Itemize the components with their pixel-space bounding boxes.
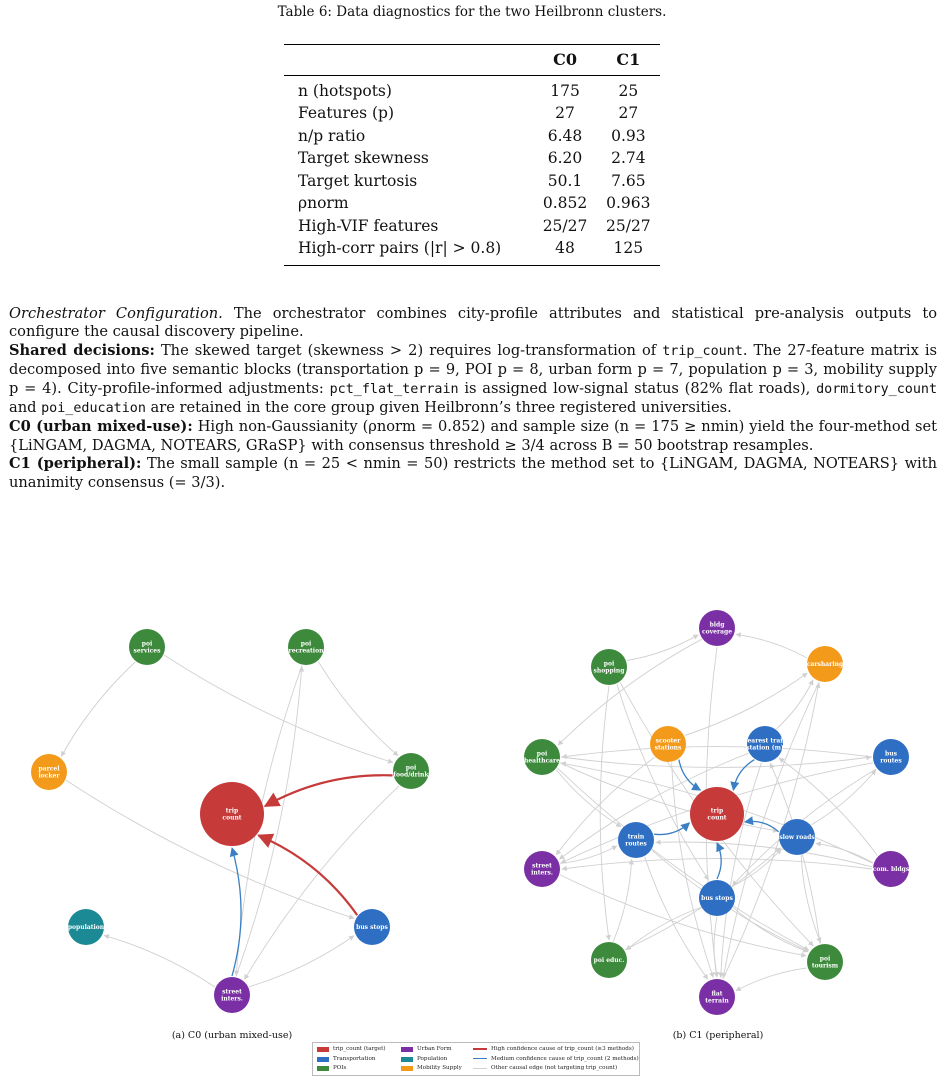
subcaption-c0: (a) C0 (urban mixed-use) — [171, 1030, 293, 1041]
row-label: Features (p) — [298, 104, 395, 122]
edge-carsharing-to-bldg_coverage — [736, 634, 807, 658]
node-label: parcel — [38, 765, 60, 773]
node-label: train — [627, 833, 645, 841]
legend-label: Urban Form — [417, 1046, 452, 1052]
row-label: ρnorm — [298, 194, 349, 212]
edge-poi_services-to-parcel_locker — [61, 662, 135, 756]
node-label: recreation — [288, 647, 324, 655]
node-carsharing — [807, 646, 844, 682]
row-label: n/p ratio — [298, 126, 366, 145]
edge-street_inters-to-bus_stops — [249, 936, 354, 987]
cell-c0: 25/27 — [542, 216, 588, 235]
node-label: poi — [603, 660, 615, 668]
edge-bus_stops-to-trip_count — [259, 835, 358, 915]
row-label: High-VIF features — [298, 216, 439, 235]
legend-item-population — [401, 1056, 447, 1062]
node-label: locker — [38, 772, 60, 780]
cell-c0: 48 — [555, 239, 575, 257]
node-poi-tourism — [807, 944, 843, 980]
node-label: count — [222, 814, 242, 822]
node-label: poi — [405, 764, 417, 772]
legend-swatch — [401, 1057, 413, 1062]
node-trip-count — [690, 787, 744, 841]
node-label: poi — [819, 955, 831, 963]
legend-item-urban-form — [401, 1046, 452, 1052]
node-label: slow roads — [779, 834, 815, 841]
cell-c1: 0.963 — [606, 194, 651, 212]
node-com-bldgs — [873, 851, 910, 887]
header-c1: C1 — [616, 50, 641, 69]
code-term: dormitory_count — [816, 381, 938, 397]
graph-c0 — [31, 629, 429, 1013]
node-population — [68, 909, 105, 945]
edge-poi_healthcare-to-train_routes — [556, 770, 621, 827]
node-bus-routes — [873, 739, 909, 775]
paragraph-text: High non-Gaussianity (ρnorm = 0.852) and sample size (n = 175 ≥ nmin) yield the four-method set {LiNGAM, DAGMA, NOTEARS, GRaSP} with consensus threshold ≥ 3/4 across B = 50 bootstrap resamples. — [9, 418, 937, 454]
node-flat-terrain — [699, 979, 735, 1015]
node-label: scooter — [655, 737, 681, 745]
node-label: inters. — [221, 995, 243, 1003]
legend-label: High confidence cause of trip_count (≥3 methods) — [491, 1046, 634, 1052]
edge-slow_roads-to-bus_routes — [812, 770, 876, 825]
row-label: Target skewness — [298, 149, 429, 167]
edge-street_inters-to-train_routes — [560, 846, 617, 864]
node-bus-stops — [354, 909, 390, 945]
subcaption-c1: (b) C1 (peripheral) — [672, 1030, 764, 1041]
legend-swatch — [317, 1047, 329, 1052]
edge-poi_tourism-to-flat_terrain — [736, 968, 807, 991]
node-label: food/drink — [393, 771, 429, 779]
edge-scooter_stations-to-carsharing — [685, 673, 807, 735]
node-label: poi — [141, 640, 153, 648]
node-street-inters — [214, 977, 250, 1013]
legend-item-medium-edge — [473, 1056, 639, 1062]
node-label: services — [133, 647, 161, 655]
legend-swatch — [317, 1066, 329, 1071]
node-poi-services — [129, 629, 165, 665]
figure-legend — [312, 1042, 640, 1076]
edge-bus_stops-to-poi_tourism — [733, 908, 808, 952]
cell-c1: 7.65 — [611, 171, 646, 190]
legend-item-other-edge — [473, 1065, 617, 1071]
node-poi-recreation — [288, 629, 324, 665]
legend-label: POIs — [333, 1065, 347, 1071]
node-label: trip — [710, 807, 724, 815]
node-label: tourism — [811, 962, 839, 970]
legend-item-pois — [317, 1065, 346, 1071]
node-label: stations — [654, 744, 682, 752]
node-label: bldg — [709, 621, 725, 629]
paragraph-text: The small sample (n = 25 < nmin = 50) restricts the method set to {LiNGAM, DAGMA, NOTEARS} with unanimity consensus (= 3/3). — [9, 455, 937, 491]
edge-train_routes-to-trip_count — [654, 823, 689, 835]
cell-c0: 50.1 — [547, 171, 583, 190]
legend-label: Population — [417, 1056, 448, 1062]
node-label: carsharing — [806, 661, 844, 668]
legend-label: Transportation — [333, 1056, 376, 1062]
graph-c1 — [524, 610, 910, 1015]
node-poi-healthcare — [524, 739, 560, 775]
node-label: bus stops — [356, 924, 388, 931]
edge-poi_food-to-street_inters — [245, 786, 400, 980]
row-label: High-corr pairs (|r| > 0.8) — [298, 239, 502, 257]
node-label: count — [707, 814, 727, 822]
paragraph-text: The skewed target (skewness > 2) requires log-transformation of — [154, 341, 663, 359]
node-label: flat — [711, 990, 723, 998]
edge-poi_recreation-to-poi_food — [318, 662, 398, 756]
node-label: routes — [625, 840, 647, 848]
node-poi-food — [393, 753, 429, 789]
node-label: street — [222, 988, 242, 996]
paragraph-text: is assigned low-signal status (82% flat roads), — [458, 379, 817, 397]
edge-nearest_train-to-carsharing — [776, 680, 813, 729]
legend-label: Medium confidence cause of trip_count (2 methods) — [491, 1055, 639, 1062]
edge-nearest_train-to-trip_count — [733, 760, 754, 790]
node-label: poi — [300, 640, 312, 648]
node-label: shopping — [593, 667, 625, 675]
node-label: com. bldgs — [872, 866, 910, 873]
node-label: inters. — [531, 869, 553, 877]
edge-street_inters-to-population — [104, 935, 215, 987]
node-label: bus stops — [701, 895, 733, 902]
legend-item-high-edge — [473, 1046, 634, 1052]
cell-c0: 6.20 — [547, 149, 583, 167]
node-label: healthcare — [524, 757, 560, 765]
legend-swatch — [317, 1057, 329, 1062]
code-term: pct_flat_terrain — [329, 381, 459, 397]
node-bldg-coverage — [699, 610, 735, 646]
paragraph-heading: Shared decisions: — [9, 341, 155, 359]
node-street-inters — [524, 851, 560, 887]
node-label: routes — [880, 757, 902, 765]
node-label: terrain — [705, 997, 729, 1005]
node-label: poi educ. — [593, 957, 625, 964]
cell-c0: 175 — [550, 81, 580, 100]
row-label: n (hotspots) — [298, 81, 392, 100]
paragraph-heading: C1 (peripheral): — [9, 455, 142, 473]
code-term: poi_education — [41, 401, 146, 417]
edge-com_bldgs-to-street_inters — [562, 859, 872, 869]
paragraph-text: The orchestrator combines city-profile attributes and statistical pre-analysis outputs to configure the causal discovery pipeline. — [9, 305, 937, 341]
node-train-routes — [618, 822, 654, 858]
cell-c1: 25 — [618, 81, 639, 100]
edge-bus_routes-to-poi_healthcare — [562, 744, 872, 757]
node-label: nearest train — [743, 737, 787, 745]
node-label: station (m) — [746, 744, 784, 752]
legend-line — [473, 1068, 487, 1069]
cell-c1: 25/27 — [606, 216, 651, 235]
edge-bldg_coverage-to-poi_healthcare — [558, 639, 702, 745]
legend-label: Mobility Supply — [417, 1065, 462, 1071]
paragraph-text: and — [9, 399, 42, 417]
node-label: trip — [225, 807, 239, 815]
legend-label: Other causal edge (not targeting trip_count) — [491, 1065, 618, 1071]
legend-line — [473, 1058, 487, 1059]
node-trip-count — [200, 782, 264, 846]
cell-c0: 0.852 — [542, 194, 588, 212]
cell-c0: 6.48 — [547, 126, 583, 145]
edge-street_inters-to-poi_tourism — [560, 875, 806, 956]
header-c0: C0 — [553, 50, 577, 69]
edge-com_bldgs-to-train_routes — [656, 842, 872, 867]
edge-poi_healthcare-to-bus_routes — [561, 757, 871, 767]
legend-swatch — [401, 1047, 413, 1052]
node-label: bus — [885, 750, 897, 758]
table-caption: Table 6: Data diagnostics for the two Heilbronn clusters. — [277, 4, 667, 20]
legend-item-transportation — [317, 1056, 375, 1062]
node-nearest-train — [743, 726, 787, 762]
edge-bus_stops-to-flat_terrain — [714, 917, 717, 977]
node-label: street — [532, 862, 552, 870]
node-poi-educ — [591, 942, 627, 978]
node-label: coverage — [701, 628, 733, 636]
row-label: Target kurtosis — [298, 171, 418, 190]
paragraph-title: Orchestrator Configuration. — [9, 305, 223, 322]
cell-c1: 27 — [618, 104, 639, 122]
edge-street_inters-to-trip_count — [232, 848, 241, 976]
node-label: poi — [536, 750, 548, 758]
edge-poi_shopping-to-bldg_coverage — [627, 635, 698, 661]
legend-label: trip_count (target) — [333, 1046, 386, 1052]
paragraph-text: are retained in the core group given Heilbronn’s three registered universities. — [145, 399, 732, 417]
node-scooter-stations — [650, 726, 686, 762]
cell-c1: 125 — [613, 239, 644, 257]
edge-bus_stops-to-trip_count — [717, 843, 721, 879]
cell-c1: 0.93 — [611, 126, 646, 145]
node-poi-shopping — [591, 649, 627, 685]
legend-line — [473, 1048, 487, 1050]
legend-swatch — [401, 1066, 413, 1071]
node-bus-stops — [699, 880, 735, 916]
paragraph-heading: C0 (urban mixed-use): — [9, 418, 193, 436]
edge-poi_healthcare-to-slow_roads — [560, 763, 778, 831]
cell-c0: 27 — [555, 104, 575, 122]
paragraph-text: . The 27-feature matrix is decomposed into five semantic blocks (transportation p = 9, POI p = 8, urban form p = 7, population p = 3, mobility supply p = 4). City-profile-informed adjustments: — [9, 341, 938, 397]
code-term: trip_count — [662, 343, 743, 359]
node-parcel-locker — [31, 754, 67, 790]
legend-item-mobility-supply — [401, 1065, 462, 1071]
node-label: population — [67, 924, 105, 931]
node-slow-roads — [779, 819, 815, 855]
cell-c1: 2.74 — [611, 149, 646, 167]
legend-item-target — [317, 1046, 386, 1052]
edge-poi_services-to-poi_food — [164, 655, 393, 762]
